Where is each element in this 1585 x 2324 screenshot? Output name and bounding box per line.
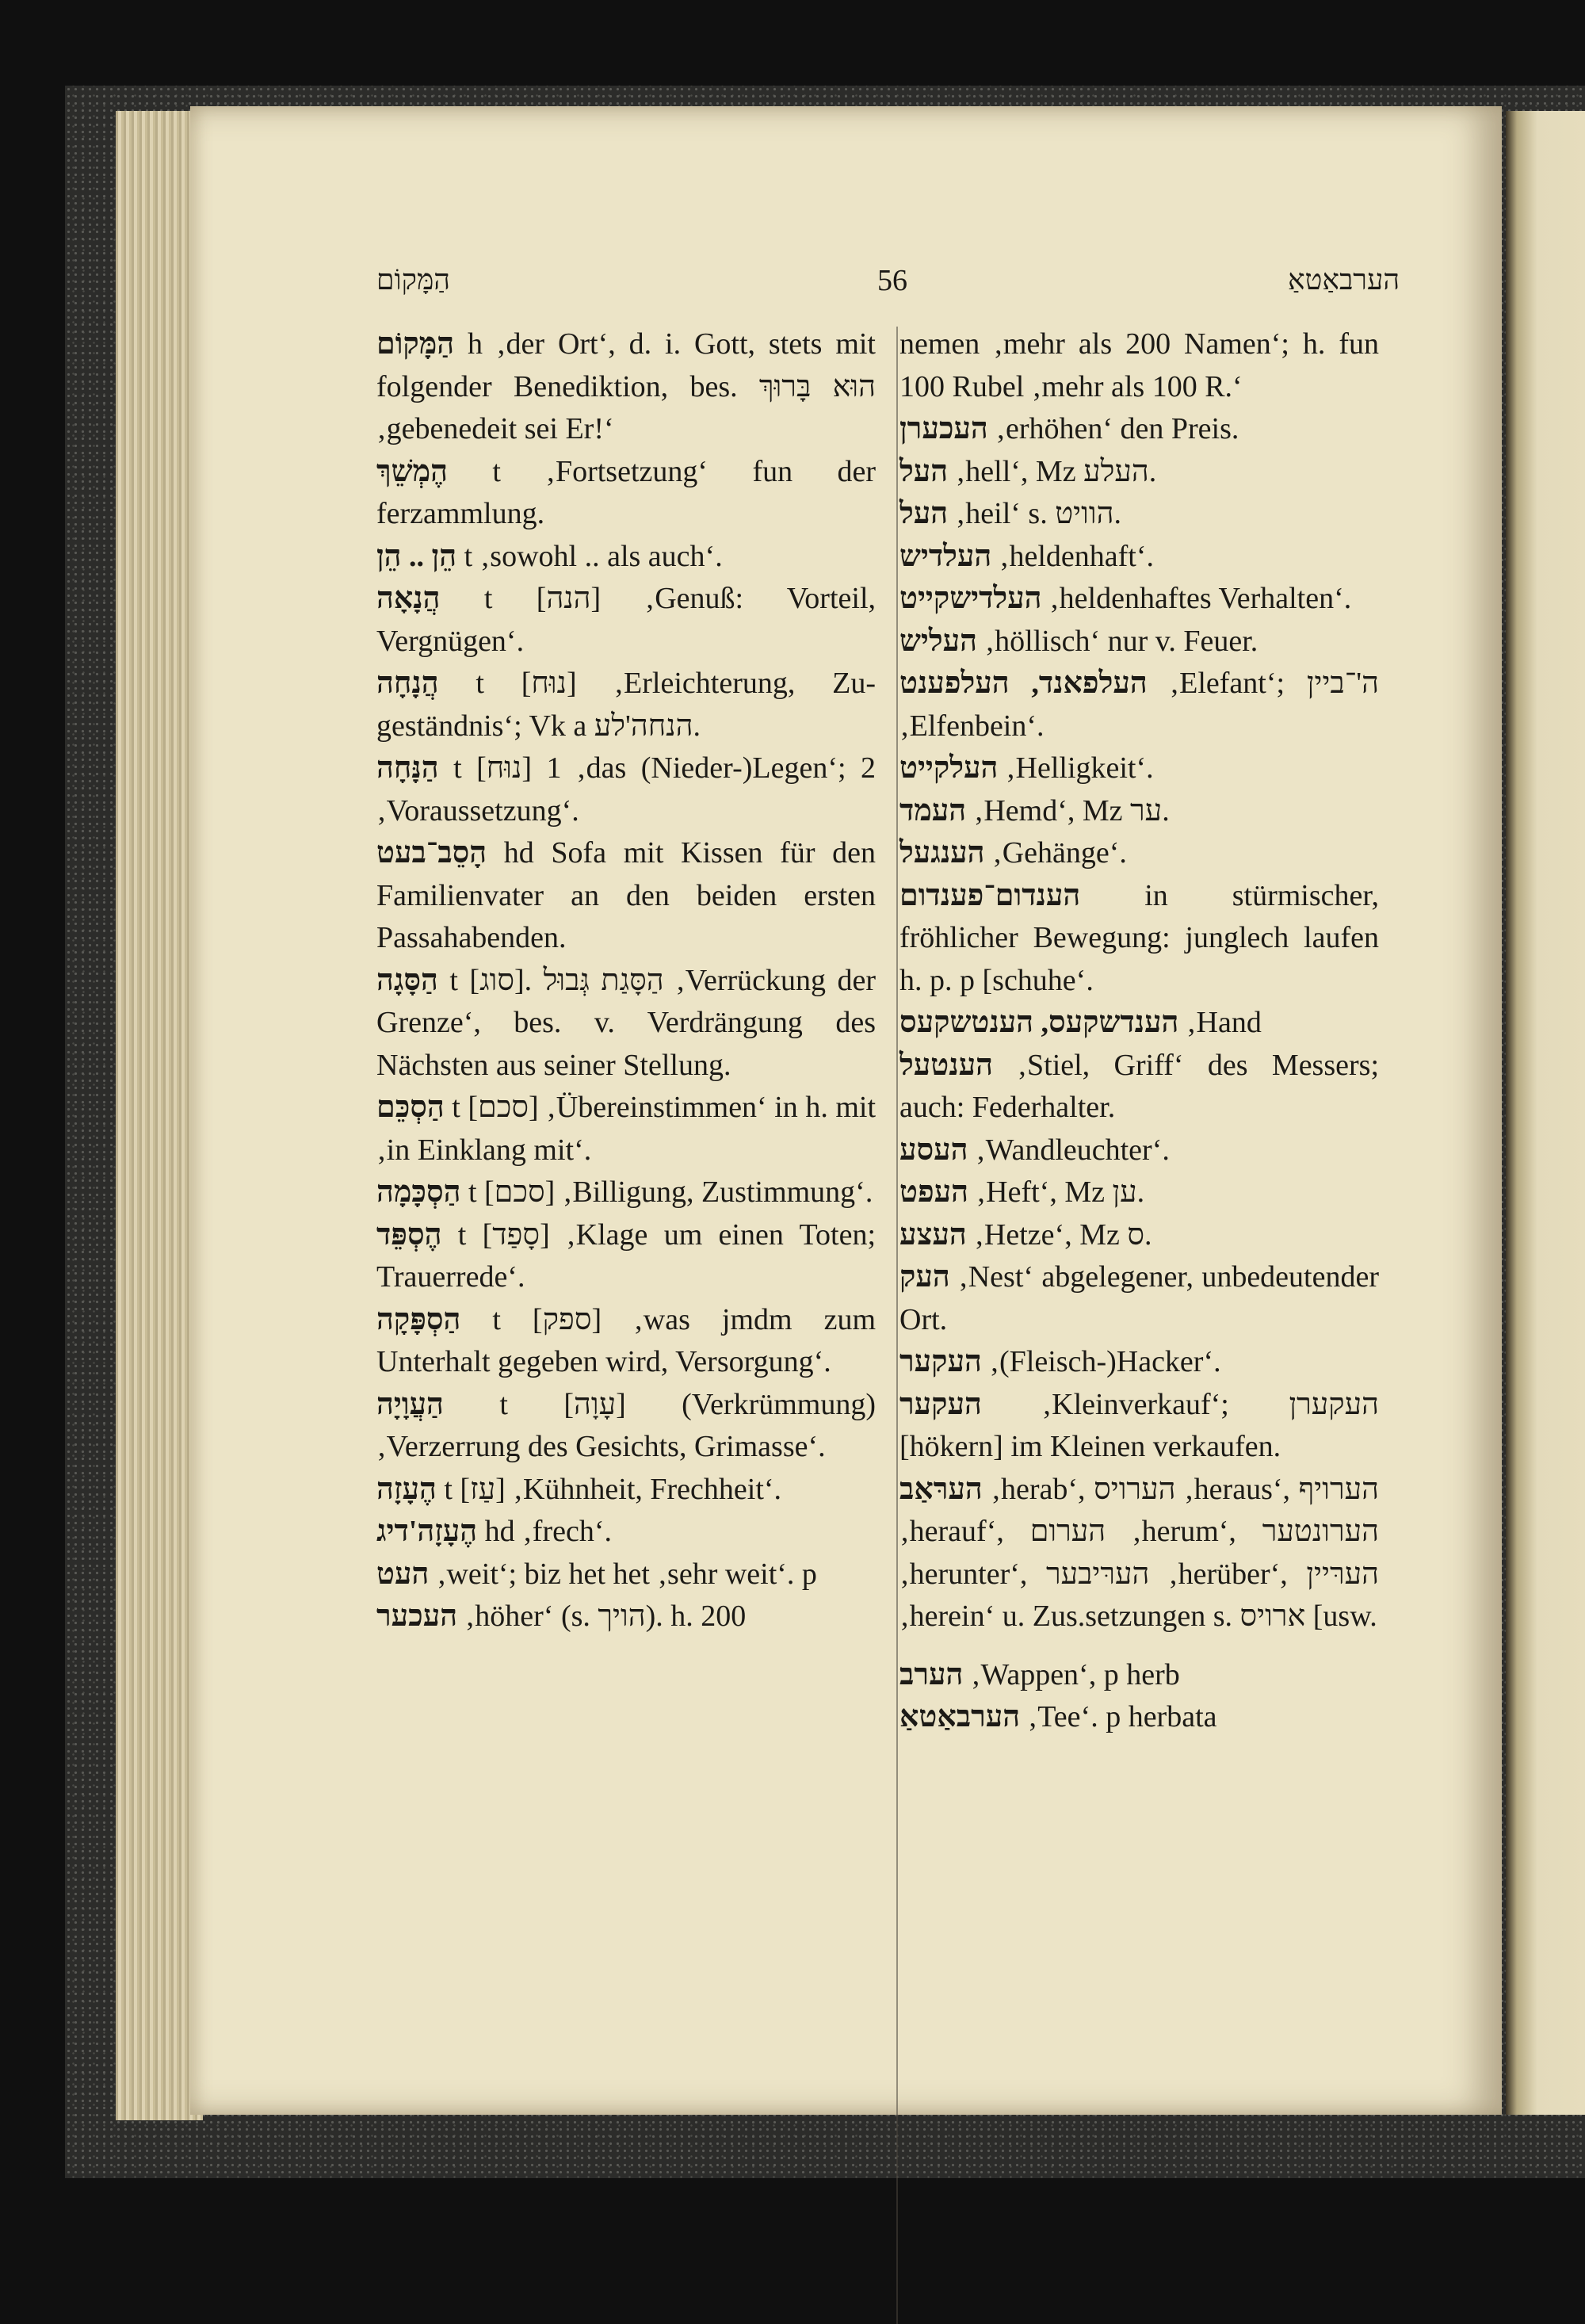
entry-text: t [סָפַד] ‚Klage um einen Toten; Trauerrede‘. bbox=[376, 1217, 877, 1294]
entry-lemma: העלדישקייט bbox=[899, 582, 1042, 615]
dictionary-entry bbox=[376, 1384, 876, 1469]
dictionary-entry bbox=[376, 1596, 876, 1638]
page-number: 56 bbox=[877, 264, 907, 297]
entry-text: ‚heil‘ s. הוויט. bbox=[955, 497, 1121, 530]
entry-text: ‚herab‘, הערויס ‚heraus‘, הערויף ‚herauf‘, הערום ‚herum‘, הערונטער ‚herunter‘, הערּיבער ‚herüber‘, הערּיין ‚herein‘ u. Zus.setzungen s. ארויס [usw. bbox=[899, 1472, 1379, 1633]
entry-lemma: הַסְפָּקָה bbox=[376, 1302, 461, 1336]
entry-text: ‚erhöhen‘ den Preis. bbox=[995, 412, 1239, 445]
next-page-edge bbox=[1506, 111, 1585, 2115]
entry-text: ‚hell‘, Mz העלע. bbox=[955, 454, 1157, 488]
entry-lemma: העליש bbox=[899, 624, 978, 658]
entry-text: t ‚Fortsetzung‘ fun der ferzammlung. bbox=[376, 454, 877, 530]
dictionary-entry bbox=[899, 451, 1379, 494]
running-head-left: הַמָּקוֹם bbox=[376, 264, 450, 296]
entry-text: ‚Wandleuchter‘. bbox=[975, 1133, 1170, 1167]
entry-text: ‚weit‘; biz het het ‚sehr weit‘. p bbox=[436, 1557, 817, 1591]
entry-lemma: העכערן bbox=[899, 412, 988, 445]
dictionary-entry bbox=[899, 493, 1379, 536]
entry-text: t [הנה] ‚Genuß: Vorteil, Vergnügen‘. bbox=[376, 582, 876, 658]
dictionary-entry bbox=[376, 323, 876, 451]
dictionary-entry bbox=[376, 663, 876, 747]
entry-lemma: העל bbox=[899, 497, 949, 530]
dictionary-entry bbox=[899, 1130, 1379, 1172]
entry-lemma: הענטעל bbox=[899, 1048, 993, 1082]
entry-lemma: הערּאַב bbox=[899, 1472, 983, 1506]
entry-text: nemen ‚mehr als 200 Namen‘; h. fun 100 Rubel ‚mehr als 100 R.‘ bbox=[899, 327, 1379, 403]
entry-lemma: הַנָּחָה bbox=[376, 751, 439, 785]
entry-lemma: העצע bbox=[899, 1217, 967, 1252]
dictionary-entry bbox=[899, 1002, 1379, 1045]
entry-text: ‚heldenhaft‘. bbox=[999, 539, 1154, 573]
entry-lemma: העט bbox=[376, 1557, 430, 1591]
entry-lemma: העקער bbox=[899, 1387, 982, 1421]
entry-text: ‚Helligkeit‘. bbox=[1005, 751, 1154, 785]
entry-text: hd ‚frech‘. bbox=[484, 1515, 613, 1548]
entry-text: ‚Tee‘. p herbata bbox=[1027, 1700, 1217, 1733]
entry-lemma: הֶעָזָה bbox=[376, 1472, 437, 1506]
dictionary-entry bbox=[376, 536, 876, 579]
entry-text: ‚höher‘ (s. הויך). h. 200 bbox=[464, 1600, 747, 1633]
entry-text: t [ספק] ‚was jmdm zum Unterhalt gegeben wird, Versorgung‘. bbox=[376, 1302, 876, 1378]
entry-lemma: הֶעָזָה'דיג bbox=[376, 1515, 478, 1548]
entry-text: t ‚sowohl .. als auch‘. bbox=[464, 539, 723, 573]
dictionary-entry bbox=[376, 1554, 876, 1596]
right-column bbox=[899, 323, 1379, 1739]
entry-text: ‚Nest‘ abgelegener, unbedeutender Ort. bbox=[899, 1260, 1379, 1336]
entry-text: t [נוּח] ‚Erleichterung, Zugeständnis‘; Vk a הנחה'לע. bbox=[376, 667, 877, 743]
dictionary-entry bbox=[376, 747, 876, 832]
dictionary-entry bbox=[899, 621, 1379, 663]
entry-lemma: העלקייט bbox=[899, 751, 999, 785]
column-divider bbox=[896, 327, 898, 2324]
dictionary-entry bbox=[899, 408, 1379, 451]
entry-lemma: הֵן .. הֵן bbox=[376, 539, 457, 573]
entry-lemma: הָסֵב־בעט bbox=[376, 836, 487, 870]
entry-lemma: העסע bbox=[899, 1133, 968, 1167]
dictionary-entry bbox=[899, 1469, 1379, 1638]
entry-lemma: הערב bbox=[899, 1657, 964, 1691]
entry-text: ‚Elefant‘; ה'־ביין ‚Elfenbein‘. bbox=[899, 667, 1379, 743]
dictionary-entry bbox=[376, 1469, 876, 1512]
entry-text: h ‚der Ort‘, d. i. Gott, stets mit folgender Benediktion, bes. הוּא בָּרוּךְ ‚gebenedeit sei Er!‘ bbox=[376, 327, 876, 445]
dictionary-entry bbox=[899, 323, 1379, 408]
entry-lemma: הענדשקעס, הענטשקעס bbox=[899, 1006, 1179, 1039]
entry-text: t [סכם] ‚Übereinstimmen‘ in h. mit ‚in Einklang mit‘. bbox=[376, 1091, 877, 1167]
entry-text: ‚Wappen‘, p herb bbox=[970, 1657, 1180, 1691]
entry-lemma: הֶמְשֵׁךְ bbox=[376, 454, 448, 488]
dictionary-entry bbox=[899, 875, 1379, 1003]
dictionary-entry bbox=[376, 1511, 876, 1554]
dictionary-entry bbox=[376, 1214, 876, 1299]
running-head-right: הערבאַטאַ bbox=[1288, 264, 1400, 296]
entry-text: ‚Gehänge‘. bbox=[992, 836, 1127, 870]
entry-text: ‚Kleinverkauf‘; העקערן [hökern] im Kleinen verkaufen. bbox=[899, 1387, 1379, 1463]
entry-text: ‚Stiel, Griff‘ des Messers; auch: Federhalter. bbox=[899, 1048, 1380, 1124]
entry-lemma: הערבאַטאַ bbox=[899, 1700, 1021, 1733]
entry-lemma: העק bbox=[899, 1260, 950, 1294]
entry-lemma: הַמָּקוֹם bbox=[376, 327, 455, 361]
entry-lemma: העלפאנד, העלפענט bbox=[899, 667, 1148, 700]
entry-lemma: הענגעל bbox=[899, 836, 985, 870]
entry-lemma: הֲנָחָה bbox=[376, 667, 439, 700]
dictionary-entry bbox=[899, 790, 1379, 833]
entry-text: ‚heldenhaftes Verhalten‘. bbox=[1049, 582, 1352, 615]
left-column bbox=[376, 323, 876, 1638]
entry-lemma: העקער bbox=[899, 1345, 982, 1378]
dictionary-entry bbox=[899, 663, 1379, 747]
entry-lemma: העלדיש bbox=[899, 539, 992, 573]
entry-text: t [עָוָה] (Verkrümmung) ‚Verzerrung des Gesichts, Grimasse‘. bbox=[376, 1387, 877, 1463]
dictionary-entry bbox=[376, 832, 876, 960]
dictionary-entry bbox=[899, 536, 1379, 579]
dictionary-entry bbox=[376, 451, 876, 536]
dictionary-entry bbox=[899, 832, 1379, 875]
entry-lemma: העל bbox=[899, 454, 949, 488]
entry-lemma: הַסָּגָה bbox=[376, 963, 438, 997]
dictionary-entry bbox=[899, 1384, 1379, 1469]
entry-text: hd Sofa mit Kissen für den Familienvater an den beiden ersten Passahabenden. bbox=[376, 836, 876, 954]
entry-lemma: העפט bbox=[899, 1175, 968, 1209]
dictionary-entry bbox=[899, 1045, 1379, 1130]
dictionary-entry bbox=[376, 1172, 876, 1214]
dictionary-entry bbox=[376, 1087, 876, 1172]
entry-lemma: הַסְכָּמָה bbox=[376, 1175, 461, 1209]
entry-text: ‚Heft‘, Mz ען. bbox=[976, 1175, 1145, 1209]
entry-lemma: העכער bbox=[376, 1600, 458, 1633]
entry-lemma: העמד bbox=[899, 793, 967, 828]
entry-lemma: הַעֲוָיָה bbox=[376, 1387, 444, 1421]
entry-text: t [סוג]. הַסָּגַת גְּבוּל ‚Verrückung der Grenze‘, bes. v. Verdrängung des Nächsten aus seiner Stellung. bbox=[376, 963, 877, 1082]
entry-text: ‚Hand bbox=[1186, 1006, 1262, 1039]
entry-lemma: הענדום־פענדום bbox=[899, 878, 1081, 912]
dictionary-entry bbox=[899, 747, 1379, 790]
dictionary-entry bbox=[899, 1696, 1379, 1739]
dictionary-entry bbox=[899, 1214, 1379, 1257]
dictionary-entry bbox=[376, 1299, 876, 1384]
entry-text: ‚(Fleisch-)Hacker‘. bbox=[989, 1345, 1221, 1378]
dictionary-entry bbox=[899, 1341, 1379, 1384]
entry-text: t [עַז] ‚Kühnheit, Frechheit‘. bbox=[444, 1472, 782, 1506]
dictionary-entry bbox=[899, 1172, 1379, 1214]
entry-text: in stürmischer, fröhlicher Bewegung: junglech laufen h. p. p [schuhe‘. bbox=[899, 878, 1379, 997]
entry-text: t [סכם] ‚Billigung, Zustimmung‘. bbox=[468, 1175, 873, 1209]
dictionary-entry bbox=[376, 578, 876, 663]
entry-text: t [נוּח] 1 ‚das (Nieder-)Legen‘; 2 ‚Voraussetzung‘. bbox=[376, 751, 877, 828]
entry-lemma: הַסְכֵּם bbox=[376, 1091, 445, 1124]
entry-text: ‚höllisch‘ nur v. Feuer. bbox=[984, 624, 1258, 658]
dictionary-entry bbox=[899, 1256, 1379, 1341]
dictionary-entry bbox=[899, 578, 1379, 621]
entry-lemma: הֶסְפֵּד bbox=[376, 1217, 442, 1252]
entry-lemma: הֲנָאָה bbox=[376, 582, 441, 615]
dictionary-entry bbox=[899, 1654, 1379, 1697]
entry-text: ‚Hetze‘, Mz ס. bbox=[974, 1217, 1152, 1252]
entry-text: ‚Hemd‘, Mz ער. bbox=[973, 793, 1170, 828]
dictionary-entry bbox=[376, 960, 876, 1087]
